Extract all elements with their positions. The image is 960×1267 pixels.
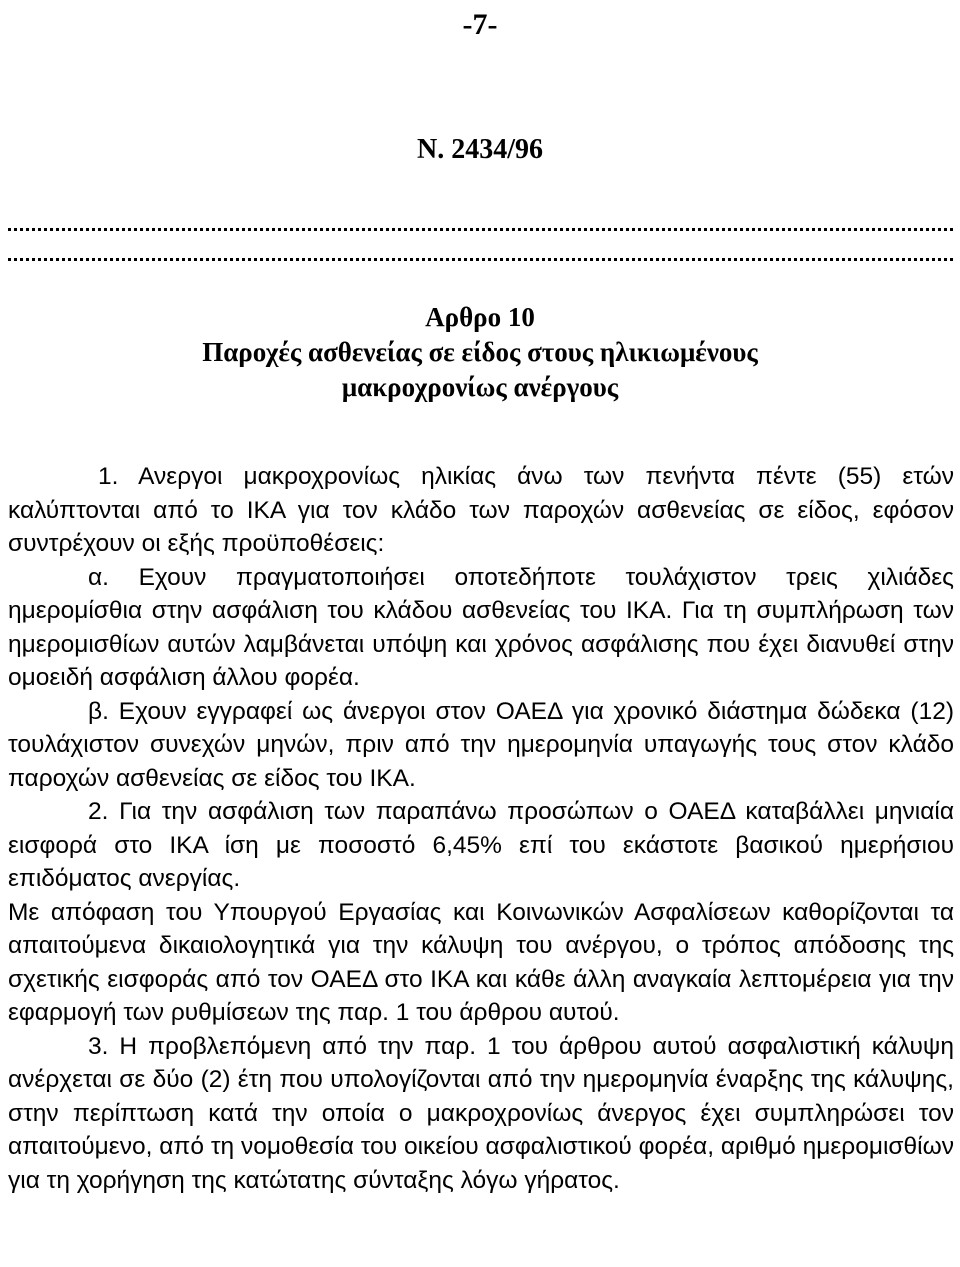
article-title: Αρθρο 10 (425, 302, 535, 332)
paragraph-1-beta: β. Εχουν εγγραφεί ως άνεργοι στον ΟΑΕΔ για χρονικό διάστημα δώδεκα (12) τουλάχιστον συνεχών μηνών, πριν από την ημερομηνία υπαγωγής τους στον κλάδο παροχών ασθενείας σε είδος του ΙΚΑ. (8, 697, 954, 792)
paragraph-1: 1. Ανεργοι μακροχρονίως ηλικίας άνω των πενήντα πέντε (55) ετών καλύπτονται από το ΙΚΑ για τον κλάδο των παροχών ασθενείας σε είδος, εφόσον συντρέχουν οι εξής προϋποθέσεις: (8, 463, 954, 557)
dotted-divider-bottom (8, 258, 953, 261)
article-body (8, 460, 954, 1197)
article-subtitle-line1: Παροχές ασθενείας σε είδος στους ηλικιωμένους (202, 337, 758, 367)
page-number: -7- (462, 8, 498, 41)
paragraph-1-alpha: α. Εχουν πραγματοποιήσει οποτεδήποτε τουλάχιστον τρεις χιλιάδες ημερομίσθια στην ασφάλιση του κλάδου ασθενείας του ΙΚΑ. Για τη συμπλήρωση των ημερομισθίων αυτών λαμβάνεται υπόψη και χρόνος ασφάλισης που έχει διανυθεί στην ομοειδή ασφάλιση άλλου φορέα. (8, 563, 954, 691)
paragraph-3: 3. Η προβλεπόμενη από την παρ. 1 του άρθρου αυτού ασφαλιστική κάλυψη ανέρχεται σε δύο (2) έτη που υπολογίζονται από την ημερομηνία έναρξης της κάλυψης, στην περίπτωση κατά την οποία ο μακροχρονίως άνεργος έχει συμπληρώσει τον απαιτούμενο, από τη νομοθεσία του οικείου ασφαλιστικού φορέα, αριθμό ημερομισθίων για τη χορήγηση της κατώτατης σύνταξης λόγω γήρατος. (8, 1032, 954, 1194)
paragraph-2: 2. Για την ασφάλιση των παραπάνω προσώπων ο ΟΑΕΔ καταβάλλει μηνιαία εισφορά στο ΙΚΑ ίση με ποσοστό 6,45% επί του εκάστοτε βασικού ημερήσιου επιδόματος ανεργίας. (8, 798, 954, 892)
law-reference: Ν. 2434/96 (417, 134, 543, 165)
article-heading (0, 300, 960, 405)
dotted-divider-top (8, 228, 953, 231)
paragraph-2-decision: Με απόφαση του Υπουργού Εργασίας και Κοινωνικών Ασφαλίσεων καθορίζονται τα απαιτούμενα δικαιολογητικά για την κάλυψη του ανέργου, ο τρόπος απόδοσης της σχετικής εισφοράς από τον ΟΑΕΔ στο ΙΚΑ και κάθε άλλη αναγκαία λεπτομέρεια για την εφαρμογή των ρυθμίσεων της παρ. 1 του άρθρου αυτού. (8, 898, 954, 1026)
article-subtitle-line2: μακροχρονίως ανέργους (341, 372, 619, 402)
